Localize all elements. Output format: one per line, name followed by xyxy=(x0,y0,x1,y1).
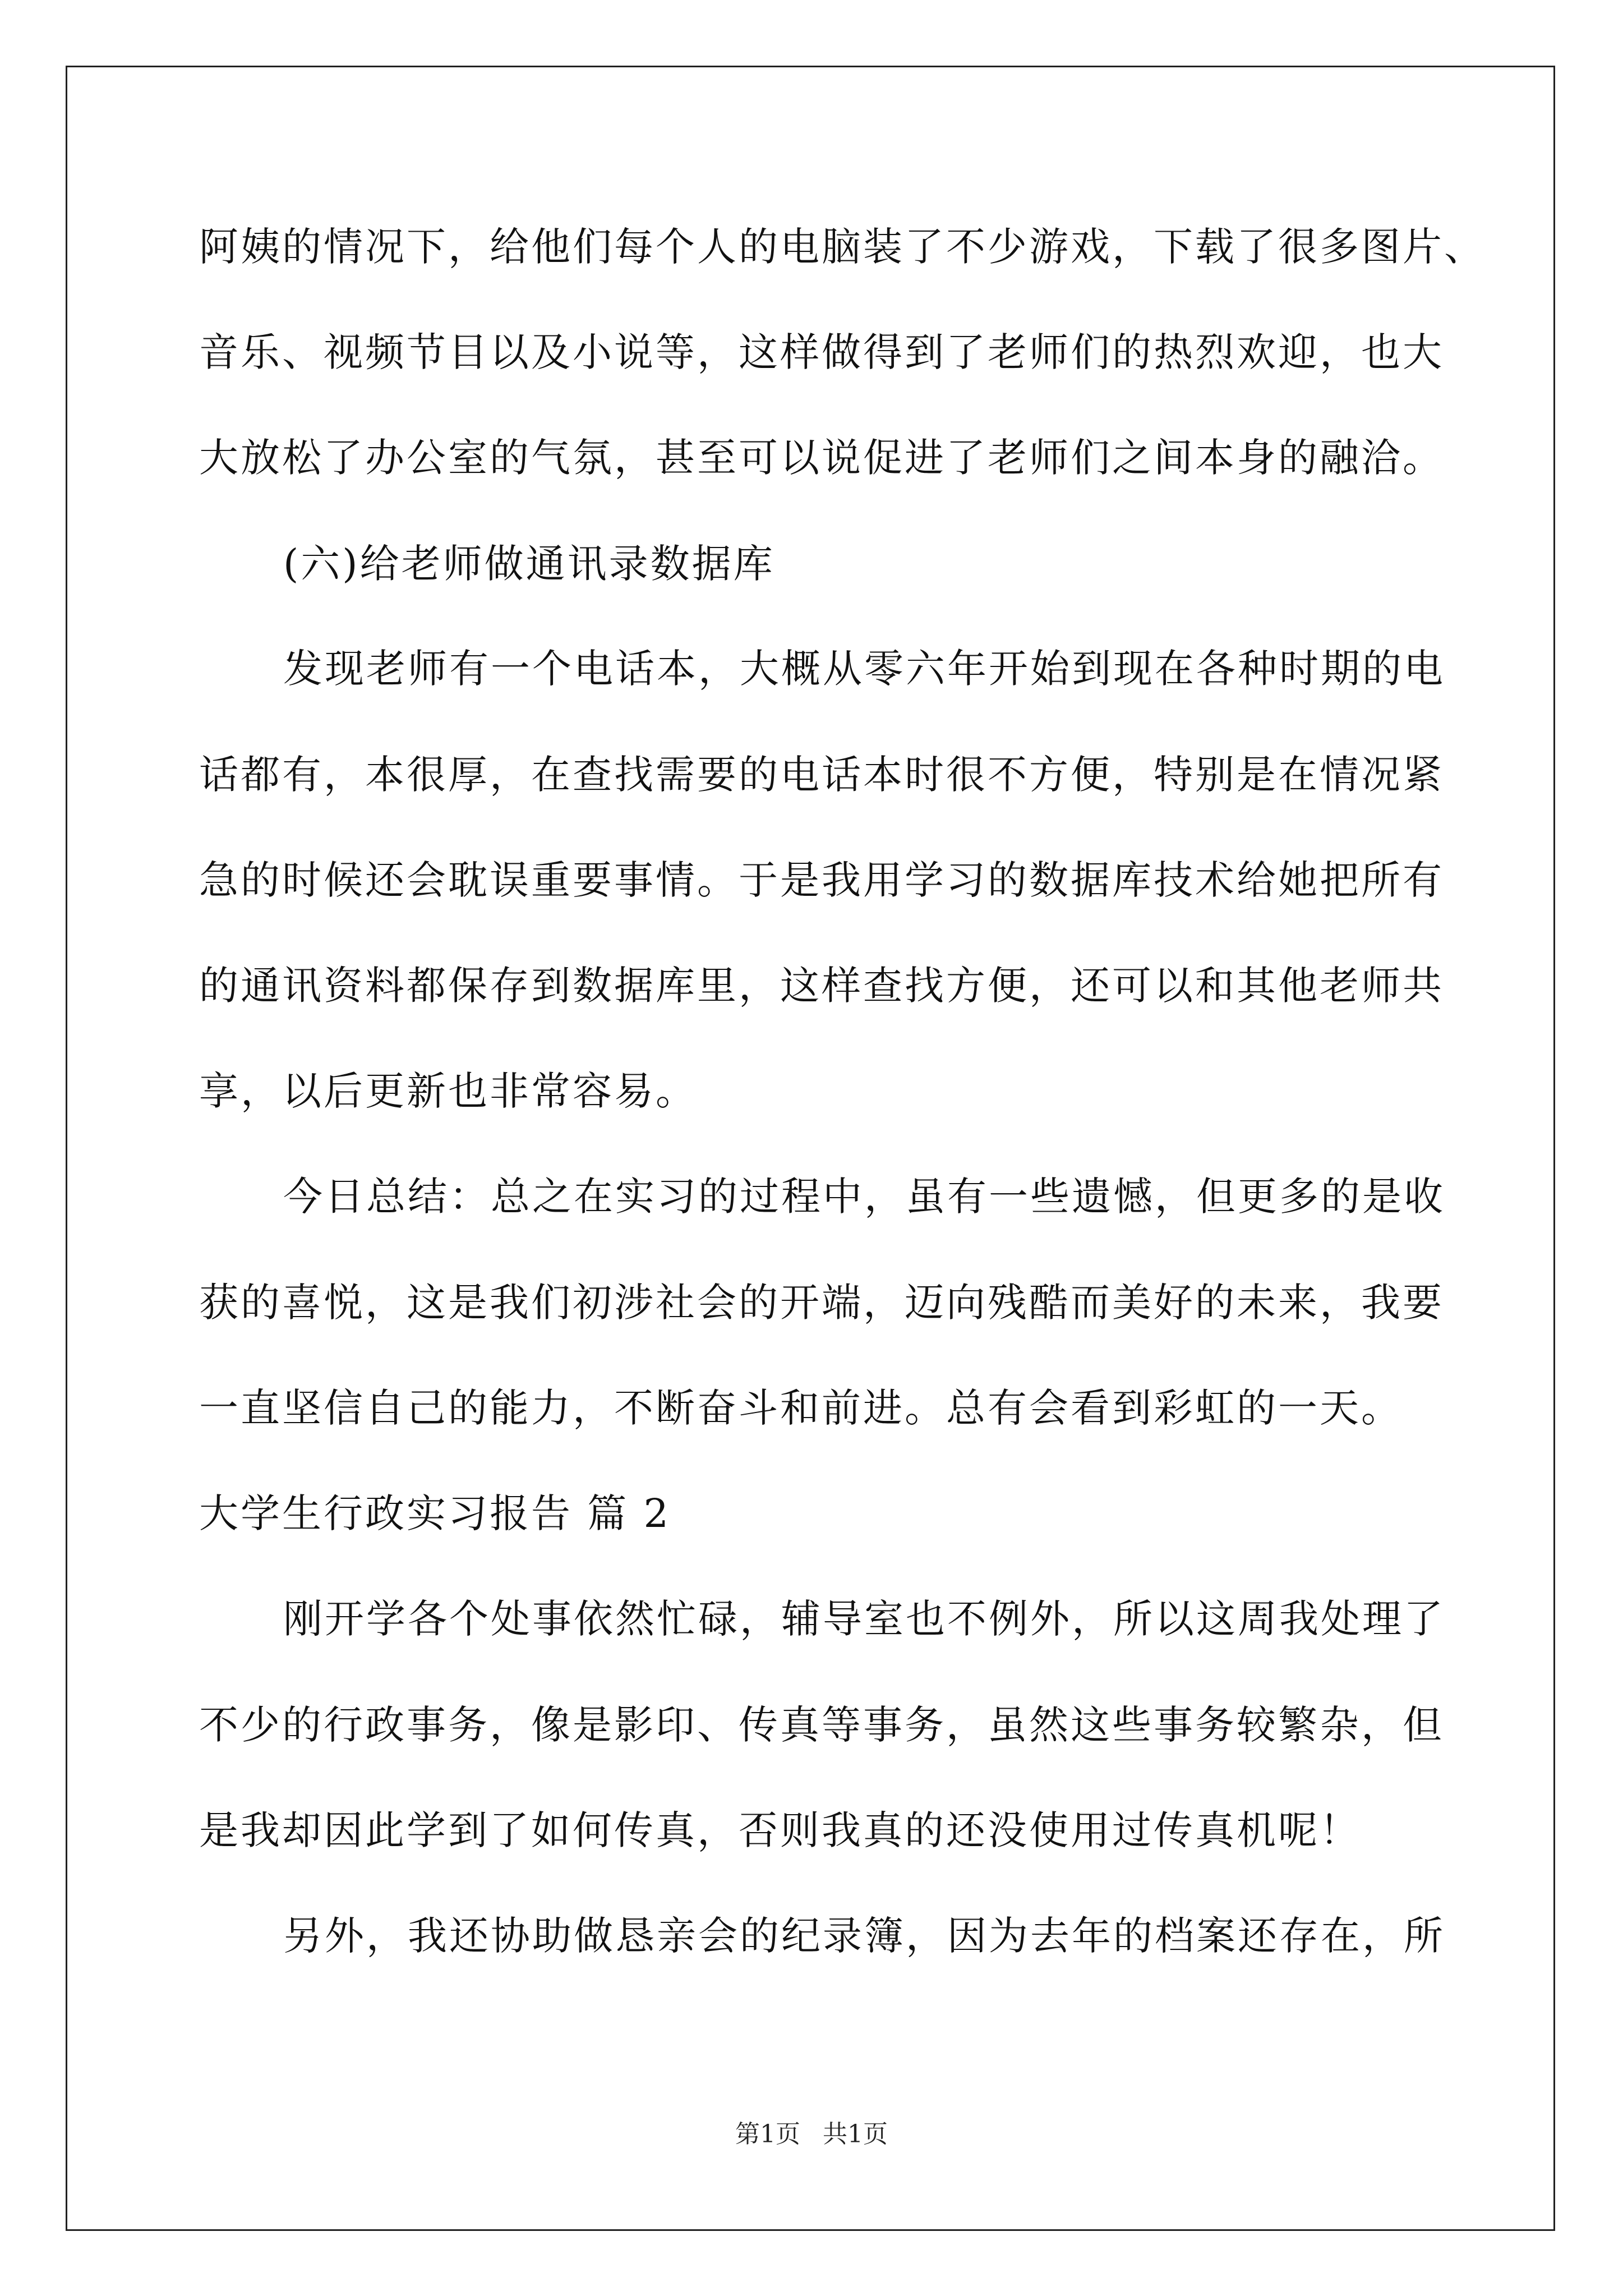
text-line-8: 的通讯资料都保存到数据库里，这样查找方便，还可以和其他老师共 xyxy=(199,963,1444,1009)
text-line-10: 今日总结：总之在实习的过程中，虽有一些遗憾，但更多的是收 xyxy=(283,1174,1445,1220)
section-heading-6: (六)给老师做通讯录数据库 xyxy=(283,541,775,587)
text-line-9: 享，以后更新也非常容易。 xyxy=(199,1068,697,1114)
article-heading: 大学生行政实习报告 篇 2 xyxy=(199,1490,671,1536)
text-line-7: 急的时候还会耽误重要事情。于是我用学习的数据库技术给她把所有 xyxy=(199,857,1444,903)
text-line-15: 不少的行政事务，像是影印、传真等事务，虽然这些事务较繁杂，但 xyxy=(199,1702,1444,1748)
text-line-1: 阿姨的情况下，给他们每个人的电脑装了不少游戏，下载了很多图片、 xyxy=(199,224,1486,270)
text-line-6: 话都有，本很厚，在查找需要的电话本时很不方便，特别是在情况紧 xyxy=(199,752,1444,798)
text-line-2: 音乐、视频节目以及小说等，这样做得到了老师们的热烈欢迎，也大 xyxy=(199,329,1444,375)
text-line-3: 大放松了办公室的气氛，甚至可以说促进了老师们之间本身的融洽。 xyxy=(199,435,1444,481)
text-line-17: 另外，我还协助做恳亲会的纪录簿，因为去年的档案还存在，所 xyxy=(283,1913,1445,1959)
page-border xyxy=(66,66,1555,2231)
text-line-5: 发现老师有一个电话本，大概从零六年开始到现在各种时期的电 xyxy=(283,646,1445,692)
page-number: 第1页 xyxy=(735,2120,800,2148)
text-line-14: 刚开学各个处事依然忙碌，辅导室也不例外，所以这周我处理了 xyxy=(283,1596,1445,1642)
text-line-12: 一直坚信自己的能力，不断奋斗和前进。总有会看到彩虹的一天。 xyxy=(199,1385,1403,1431)
text-line-16: 是我却因此学到了如何传真，否则我真的还没使用过传真机呢！ xyxy=(199,1807,1361,1853)
page-total: 共1页 xyxy=(823,2120,888,2148)
text-line-11: 获的喜悦，这是我们初涉社会的开端，迈向残酷而美好的未来，我要 xyxy=(199,1280,1444,1326)
page-footer xyxy=(0,2118,1623,2151)
